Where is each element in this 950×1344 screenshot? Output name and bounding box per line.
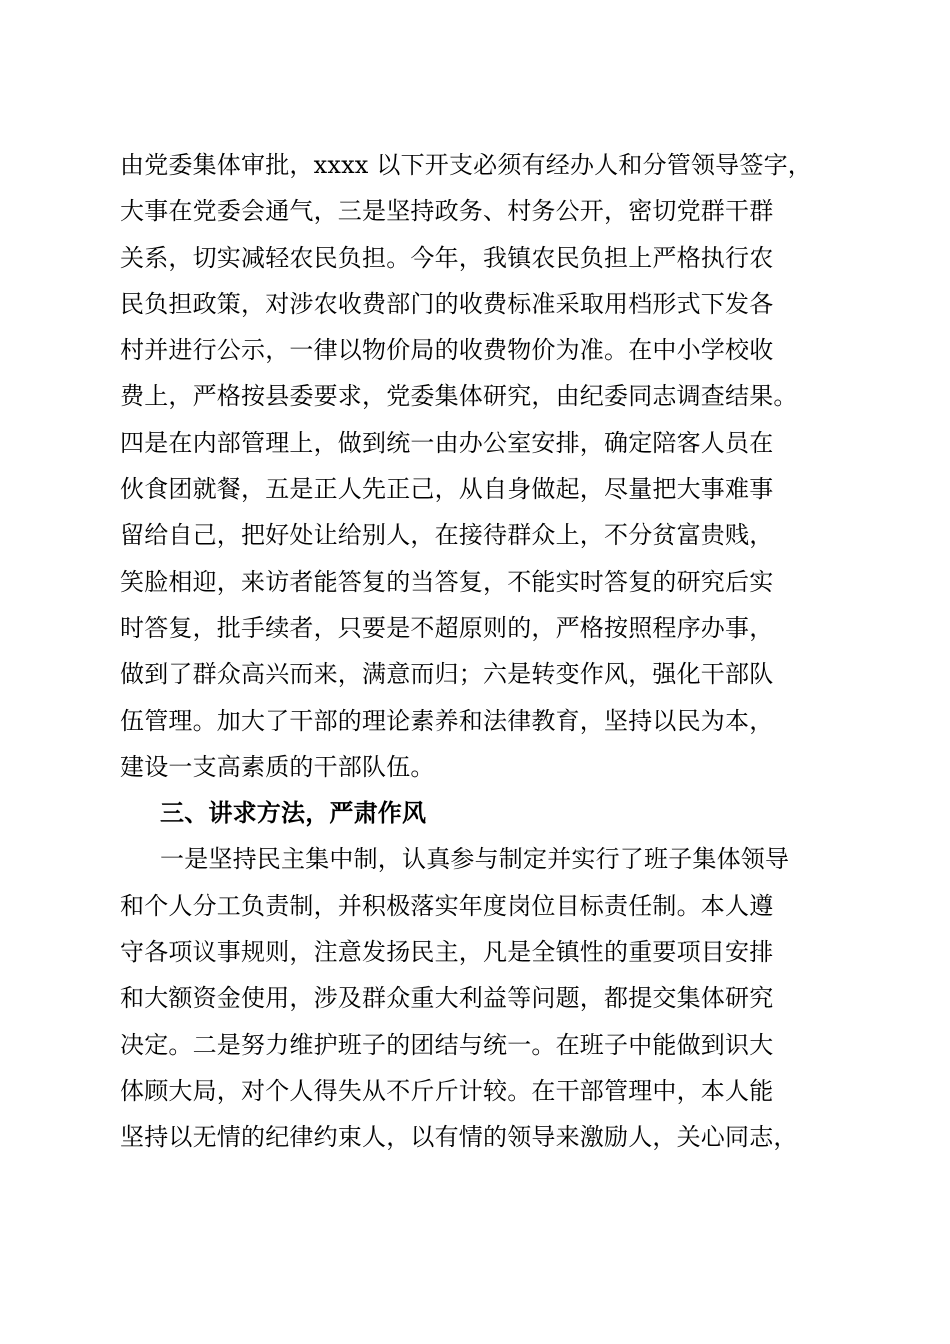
text-line: 决定。二是努力维护班子的团结与统一。在班子中能做到识大 <box>120 1030 774 1059</box>
text-line: 坚持以无情的纪律约束人，以有情的领导来激励人，关心同志， <box>120 1123 798 1152</box>
text-line: 由党委集体审批，xxxx 以下开支必须有经办人和分管领导签字， <box>120 151 812 179</box>
text-line: 四是在内部管理上，做到统一由办公室安排，确定陪客人员在 <box>120 428 774 457</box>
text-line: 笑脸相迎，来访者能答复的当答复，不能实时答复的研究后实 <box>120 567 774 596</box>
text-line: 留给自己，把好处让给别人，在接待群众上，不分贫富贵贱， <box>120 521 774 550</box>
text-line: 和大额资金使用，涉及群众重大利益等问题，都提交集体研究 <box>120 984 774 1013</box>
text-line: 伙食团就餐，五是正人先正己，从自身做起，尽量把大事难事 <box>120 475 774 504</box>
text-line: 村并进行公示，一律以物价局的收费物价为准。在中小学校收 <box>120 336 774 365</box>
text-line: 民负担政策，对涉农收费部门的收费标准采取用档形式下发各 <box>120 289 774 318</box>
section-heading: 三、讲求方法，严肃作风 <box>160 798 427 828</box>
document-body <box>120 142 850 1161</box>
text-line: 守各项议事规则，注意发扬民主，凡是全镇性的重要项目安排 <box>120 938 774 967</box>
text-line: 伍管理。加大了干部的理论素养和法律教育，坚持以民为本， <box>120 706 774 735</box>
text-line: 关系，切实减轻农民负担。今年，我镇农民负担上严格执行农 <box>120 243 774 272</box>
text-line: 大事在党委会通气，三是坚持政务、村务公开，密切党群干群 <box>120 197 774 226</box>
text-line: 体顾大局，对个人得失从不斤斤计较。在干部管理中，本人能 <box>120 1076 774 1105</box>
text-line: 建设一支高素质的干部队伍。 <box>120 752 435 781</box>
text-line: 时答复，批手续者，只要是不超原则的，严格按照程序办事， <box>120 613 774 642</box>
text-line: 费上，严格按县委要求，党委集体研究，由纪委同志调查结果。 <box>120 382 798 411</box>
text-line: 做到了群众高兴而来，满意而归；六是转变作风，强化干部队 <box>120 660 774 689</box>
text-line: 和个人分工负责制，并积极落实年度岗位目标责任制。本人遵 <box>120 891 774 920</box>
text-line: 一是坚持民主集中制，认真参与制定并实行了班子集体领导 <box>160 845 790 874</box>
